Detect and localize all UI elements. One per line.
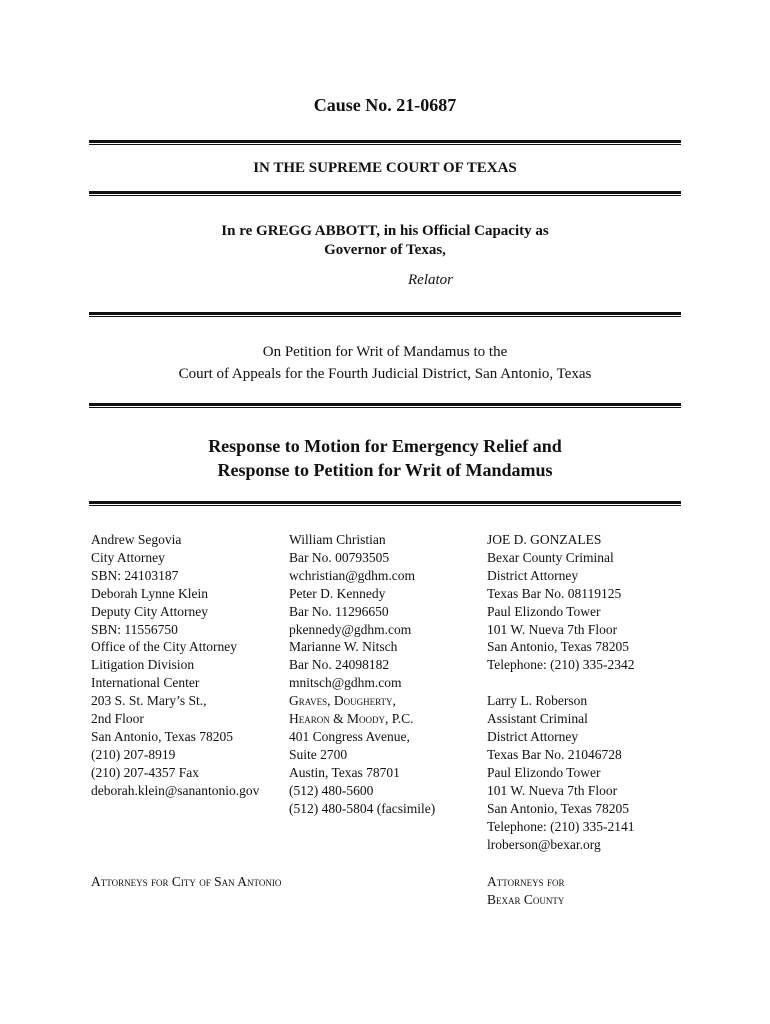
counsel-email: pkennedy@gdhm.com <box>289 621 412 637</box>
attorneys-for-city-label: Attorneys for City of San Antonio <box>91 874 282 889</box>
attorneys-for-bexar-label <box>487 873 564 909</box>
petition-caption <box>0 341 770 385</box>
counsel-line: San Antonio, Texas 78205 <box>487 639 630 655</box>
counsel-line: 101 W. Nueva 7th Floor <box>487 782 618 798</box>
petition-line-2: Court of Appeals for the Fourth Judicial District, San Antonio, Texas <box>178 366 592 382</box>
counsel-line: Marianne W. Nitsch <box>289 639 398 655</box>
counsel-line: Bar No. 00793505 <box>289 549 390 565</box>
counsel-line: International Center <box>91 675 200 691</box>
divider-rule <box>89 403 681 408</box>
counsel-email: wchristian@gdhm.com <box>289 567 416 583</box>
divider-rule <box>89 501 681 506</box>
cause-number: Cause No. 21-0687 <box>313 95 457 115</box>
counsel-line: Telephone: (210) 335-2342 <box>487 657 635 673</box>
counsel-line: Suite 2700 <box>289 746 348 762</box>
divider-rule <box>89 312 681 317</box>
counsel-line: SBN: 24103187 <box>91 567 179 583</box>
divider-rule <box>89 140 681 145</box>
attorneys-for-bexar-line-1: Attorneys for <box>487 874 565 889</box>
relator-label: Relator <box>408 272 453 288</box>
title-line-1: Response to Motion for Emergency Relief and <box>208 436 562 456</box>
counsel-line: Bexar County Criminal <box>487 549 614 565</box>
counsel-line: Andrew Segovia <box>91 532 182 547</box>
document-title <box>0 434 770 482</box>
in-re-line-2: Governor of Texas, <box>324 242 446 258</box>
counsel-email: lroberson@bexar.org <box>487 836 601 852</box>
counsel-line: SBN: 11556750 <box>91 621 178 637</box>
counsel-line: William Christian <box>289 532 386 547</box>
counsel-line: (512) 480-5600 <box>289 782 374 798</box>
counsel-line: Austin, Texas 78701 <box>289 764 400 780</box>
counsel-line: Assistant Criminal <box>487 711 588 727</box>
counsel-line: Bar No. 11296650 <box>289 603 389 619</box>
counsel-line: Deborah Lynne Klein <box>91 585 208 601</box>
counsel-line: Texas Bar No. 21046728 <box>487 746 622 762</box>
counsel-line: Telephone: (210) 335-2141 <box>487 818 635 834</box>
in-re-line-1: In re GREGG ABBOTT, in his Official Capacity as <box>221 223 549 239</box>
counsel-line: Peter D. Kennedy <box>289 585 386 601</box>
divider-rule <box>89 191 681 196</box>
counsel-line: 101 W. Nueva 7th Floor <box>487 621 618 637</box>
counsel-line: Office of the City Attorney <box>91 639 237 655</box>
counsel-line: District Attorney <box>487 729 579 745</box>
counsel-line: San Antonio, Texas 78205 <box>487 800 630 816</box>
law-firm-column <box>289 531 435 818</box>
counsel-line: Bar No. 24098182 <box>289 657 390 673</box>
in-re-caption <box>0 222 770 260</box>
counsel-line: Texas Bar No. 08119125 <box>487 585 622 601</box>
counsel-email: deborah.klein@sanantonio.gov <box>91 782 260 798</box>
petition-line-1: On Petition for Writ of Mandamus to the <box>262 344 508 360</box>
attorneys-for-bexar-line-2: Bexar County <box>487 892 565 907</box>
counsel-line: Paul Elizondo Tower <box>487 603 601 619</box>
counsel-line: 203 S. St. Mary’s St., <box>91 693 207 709</box>
title-line-2: Response to Petition for Writ of Mandamus <box>217 460 553 480</box>
counsel-line: (512) 480-5804 (facsimile) <box>289 800 436 816</box>
counsel-line: City Attorney <box>91 549 165 565</box>
counsel-line: (210) 207-4357 Fax <box>91 764 199 780</box>
city-attorneys-column <box>91 531 259 800</box>
bexar-county-column <box>487 531 635 853</box>
counsel-line: Litigation Division <box>91 657 195 673</box>
counsel-email: mnitsch@gdhm.com <box>289 675 402 691</box>
counsel-line: Larry L. Roberson <box>487 693 588 709</box>
firm-name-line: Graves, Dougherty, <box>289 693 396 709</box>
counsel-line: San Antonio, Texas 78205 <box>91 728 234 744</box>
counsel-line: (210) 207-8919 <box>91 746 176 762</box>
counsel-line: District Attorney <box>487 567 579 583</box>
counsel-line: Deputy City Attorney <box>91 603 208 619</box>
counsel-line: 401 Congress Avenue, <box>289 728 410 744</box>
counsel-line: 2nd Floor <box>91 711 144 727</box>
counsel-line: JOE D. GONZALES <box>487 532 602 547</box>
firm-name-line: Hearon & Moody, P.C. <box>289 711 414 727</box>
court-name: IN THE SUPREME COURT OF TEXAS <box>253 160 517 176</box>
counsel-line: Paul Elizondo Tower <box>487 764 601 780</box>
